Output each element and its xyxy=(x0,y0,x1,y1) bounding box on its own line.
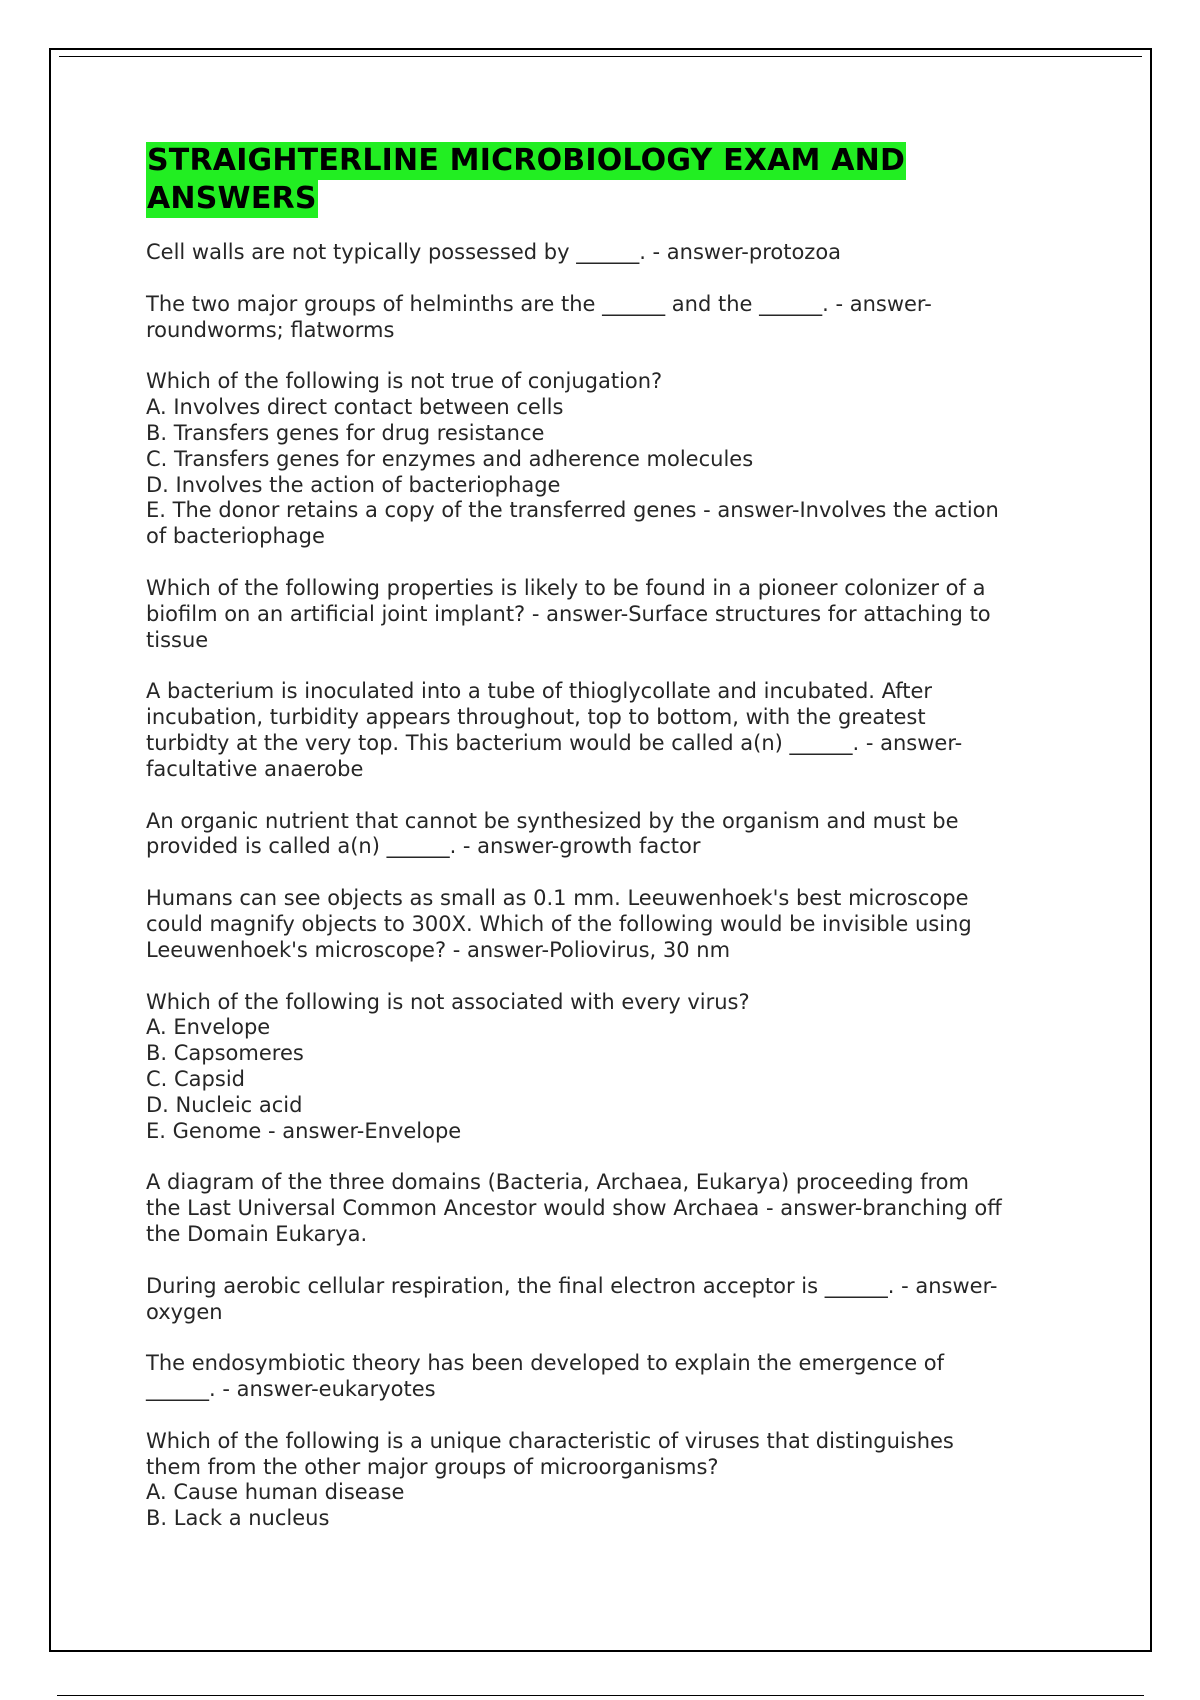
top-rule xyxy=(59,56,1142,57)
qa-line: could magnify objects to 300X. Which of the following would be invisible using xyxy=(146,911,972,936)
document-title xyxy=(146,142,1066,218)
qa-line: Humans can see objects as small as 0.1 mm. Leeuwenhoek's best microscope xyxy=(146,886,969,911)
qa-item xyxy=(146,809,1066,861)
qa-item xyxy=(146,240,1066,266)
qa-line: the Domain Eukarya. xyxy=(146,1221,368,1246)
qa-line: During aerobic cellular respiration, the final electron acceptor is ______. - answer- xyxy=(146,1273,998,1298)
qa-line: The two major groups of helminths are the ______ and the ______. - answer- xyxy=(146,291,932,316)
qa-line: biofilm on an artificial joint implant? - answer-Surface structures for attaching to xyxy=(146,601,991,626)
qa-line: turbidty at the very top. This bacterium would be called a(n) ______. - answer- xyxy=(146,730,963,755)
title-highlight: STRAIGHTERLINE MICROBIOLOGY EXAM AND ANSWERS xyxy=(147,143,906,216)
qa-item xyxy=(146,1170,1066,1247)
qa-item xyxy=(146,886,1066,963)
bottom-rule xyxy=(57,1695,1144,1696)
qa-line: B. Transfers genes for drug resistance xyxy=(146,420,545,445)
qa-list xyxy=(146,240,1066,1532)
qa-item xyxy=(146,369,1066,550)
qa-line: the Last Universal Common Ancestor would show Archaea - answer-branching off xyxy=(146,1196,1002,1221)
qa-line: C. Capsid xyxy=(146,1066,245,1091)
qa-item xyxy=(146,1351,1066,1403)
document-body xyxy=(146,142,1066,1558)
qa-line: E. The donor retains a copy of the transferred genes - answer-Involves the action xyxy=(146,498,999,523)
qa-item xyxy=(146,292,1066,344)
qa-item xyxy=(146,1274,1066,1326)
qa-line: incubation, turbidity appears throughout, top to bottom, with the greatest xyxy=(146,705,926,730)
qa-line: B. Lack a nucleus xyxy=(146,1506,330,1531)
qa-line: A. Envelope xyxy=(146,1015,271,1040)
qa-line: oxygen xyxy=(146,1299,223,1324)
qa-line: A. Cause human disease xyxy=(146,1480,405,1505)
qa-line: them from the other major groups of microorganisms? xyxy=(146,1454,719,1479)
qa-line: Which of the following is a unique characteristic of viruses that distinguishes xyxy=(146,1428,954,1453)
qa-line: Leeuwenhoek's microscope? - answer-Poliovirus, 30 nm xyxy=(146,937,731,962)
qa-line: Cell walls are not typically possessed by ______. - answer-protozoa xyxy=(146,240,842,264)
qa-item xyxy=(146,576,1066,653)
qa-line: A diagram of the three domains (Bacteria, Archaea, Eukarya) proceeding from xyxy=(146,1170,969,1195)
qa-item xyxy=(146,990,1066,1145)
qa-line: roundworms; flatworms xyxy=(146,317,395,342)
qa-line: D. Nucleic acid xyxy=(146,1092,303,1117)
qa-line: A. Involves direct contact between cells xyxy=(146,395,564,420)
qa-line: provided is called a(n) ______. - answer-growth factor xyxy=(146,834,701,859)
qa-item xyxy=(146,679,1066,782)
qa-line: facultative anaerobe xyxy=(146,756,364,781)
qa-line: An organic nutrient that cannot be synthesized by the organism and must be xyxy=(146,808,959,833)
qa-line: D. Involves the action of bacteriophage xyxy=(146,472,561,497)
qa-line: Which of the following properties is likely to be found in a pioneer colonizer of a xyxy=(146,575,986,600)
qa-item xyxy=(146,1429,1066,1532)
qa-line: E. Genome - answer-Envelope xyxy=(146,1118,462,1143)
qa-line: C. Transfers genes for enzymes and adherence molecules xyxy=(146,446,754,471)
qa-line: B. Capsomeres xyxy=(146,1041,304,1066)
qa-line: tissue xyxy=(146,627,209,652)
qa-line: ______. - answer-eukaryotes xyxy=(146,1377,436,1402)
qa-line: Which of the following is not true of conjugation? xyxy=(146,369,663,394)
qa-line: The endosymbiotic theory has been developed to explain the emergence of xyxy=(146,1351,945,1376)
qa-line: A bacterium is inoculated into a tube of thioglycollate and incubated. After xyxy=(146,679,933,704)
qa-line: Which of the following is not associated with every virus? xyxy=(146,989,750,1014)
qa-line: of bacteriophage xyxy=(146,524,325,549)
